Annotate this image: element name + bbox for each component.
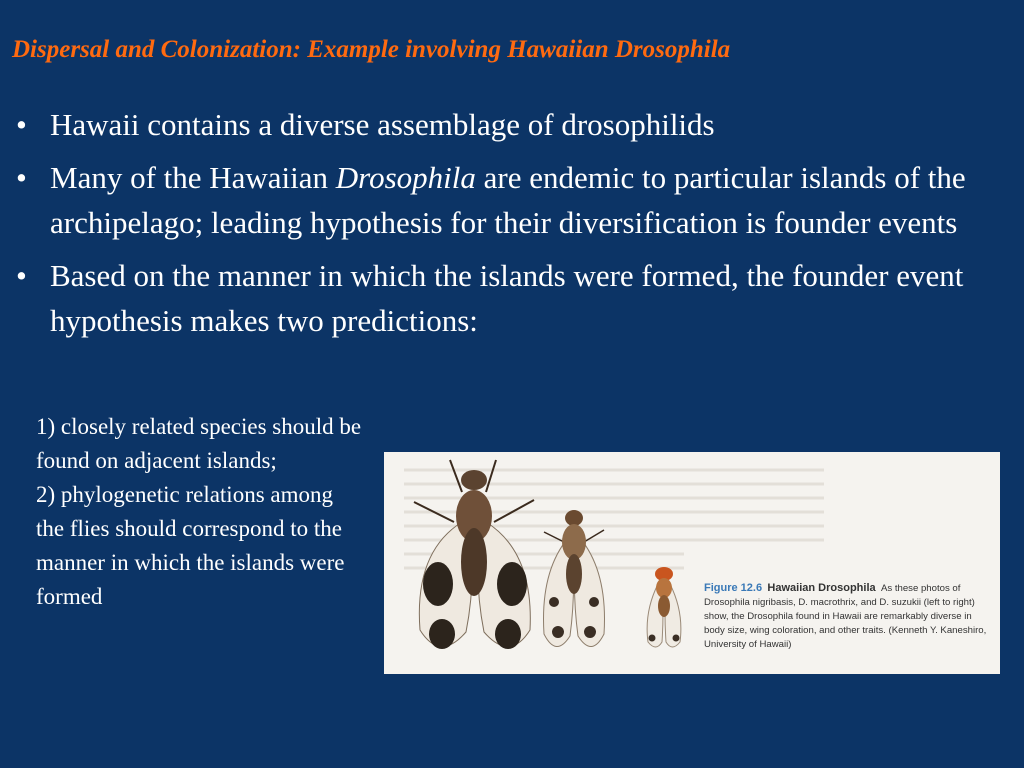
slide-title: Dispersal and Colonization: Example involving Hawaiian Drosophila <box>12 36 731 63</box>
fly-suzukii <box>647 567 681 647</box>
bullet-text: Hawaii contains a diverse assemblage of drosophilids <box>50 107 715 142</box>
bullet-text: Based on the manner in which the islands were formed, the founder event hypothesis makes two predictions: <box>50 258 964 338</box>
figure-label: Figure 12.6 <box>704 582 763 594</box>
prediction-item: 2) phylogenetic relations among the flies should correspond to the manner in which the islands were formed <box>36 482 345 609</box>
bullet-marker: • <box>16 160 27 195</box>
bullet-marker: • <box>16 107 27 142</box>
bullet-item <box>12 102 1002 147</box>
bullet-item <box>12 253 1002 343</box>
figure-heading: Hawaiian Drosophila <box>767 582 876 594</box>
prediction-item: 1) closely related species should be found on adjacent islands; <box>36 414 362 473</box>
figure-caption <box>704 581 989 652</box>
bullet-marker: • <box>16 258 27 293</box>
bullet-text-italic: Drosophila <box>335 160 476 195</box>
predictions-list <box>36 410 366 614</box>
fly-macrothrix <box>544 510 605 647</box>
figure-image <box>384 452 1000 674</box>
bullet-text-post: are endemic to particular islands of the archipelago; leading hypothesis for their diversification is founder events <box>50 160 966 240</box>
bullet-list <box>12 102 1002 351</box>
bullet-item <box>12 155 1002 245</box>
figure-caption-text: As these photos of Drosophila nigribasis, D. macrothrix, and D. suzukii (left to right) show, the Drosophila found in Hawaii are remarkably diverse in body size, wing coloration, and other traits. (Kenneth Y. Kaneshiro, University of Hawaii) <box>704 583 987 650</box>
bullet-text-pre: Many of the Hawaiian <box>50 160 336 195</box>
fly-nigribasis <box>414 460 534 649</box>
